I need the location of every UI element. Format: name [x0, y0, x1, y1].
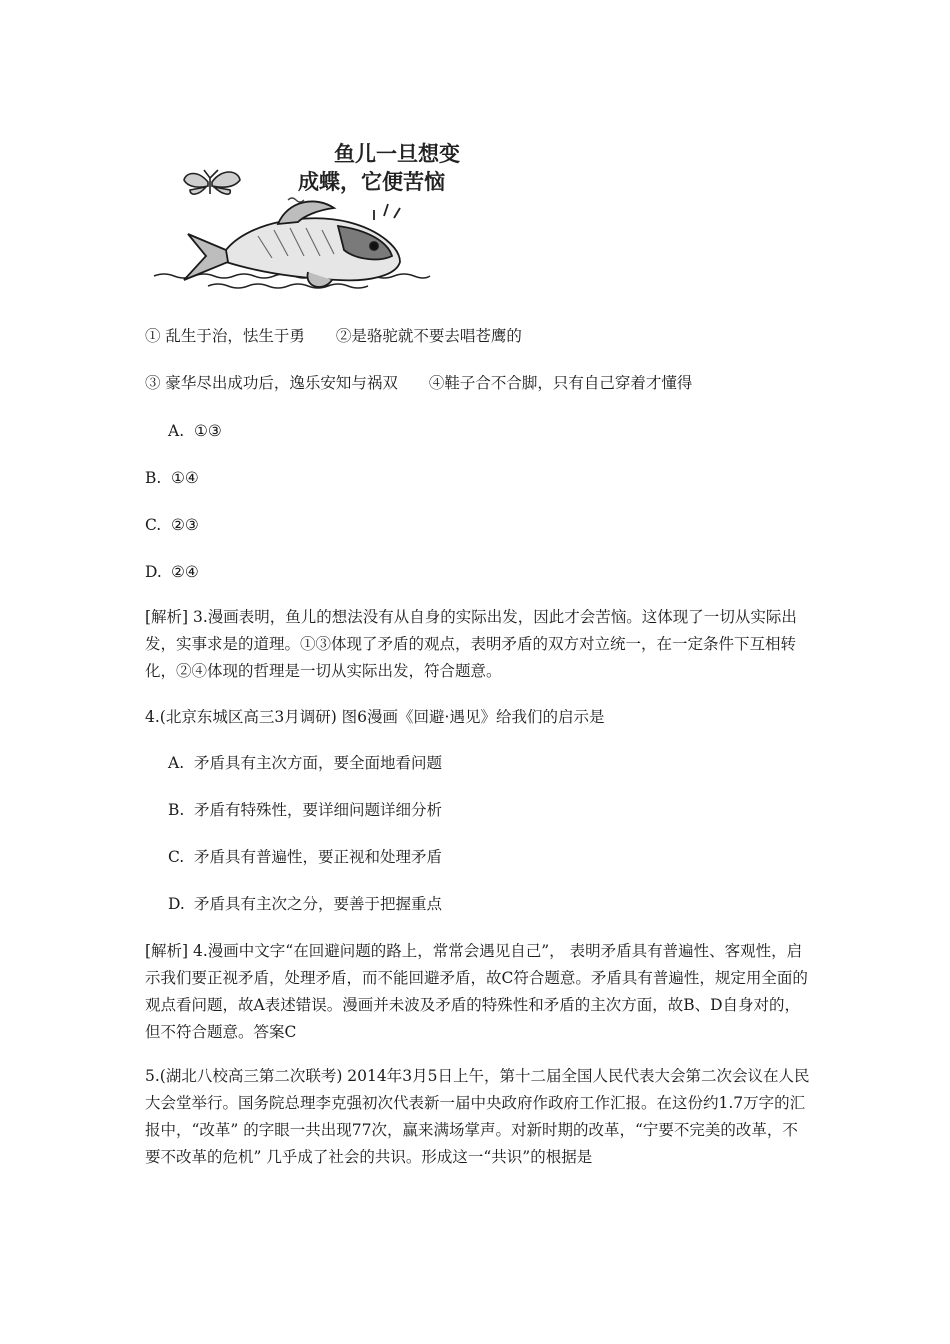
q4-option-b: [168, 798, 442, 822]
option-label: D.: [168, 895, 185, 913]
q4-stem: 4.(北京东城区高三3月调研) 图6漫画《回避·遇见》给我们的启示是: [145, 708, 605, 726]
option-text: ②③: [171, 516, 199, 534]
q4-option-d: [168, 892, 442, 916]
q3-analysis: [解析] 3.漫画表明，鱼儿的想法没有从自身的实际出发，因此才会苦恼。这体现了一切从实际出发，实事求是的道理。①③体现了矛盾的观点，表明矛盾的双方对立统一，在一定条件下互相转化，②④体现的哲理是一切从实际出发，符合题意。: [145, 608, 797, 680]
q4-analysis: [解析] 4.漫画中文字“在回避问题的路上，常常会遇见自己”， 表明矛盾具有普遍性、客观性，启示我们要正视矛盾，处理矛盾，而不能回避矛盾，故C符合题意。矛盾具有普遍性，规定用全面的观点看问题，故A表述错误。漫画并未波及矛盾的特殊性和矛盾的主次方面，故B、D自身对的，但不符合题意。答案C: [145, 942, 808, 1041]
q3-option-a: [168, 419, 222, 443]
option-label: C.: [168, 848, 185, 866]
q4-option-c: [168, 845, 442, 869]
option-label: A.: [168, 422, 185, 440]
option-label: B.: [168, 801, 185, 819]
option-text: ②④: [171, 563, 199, 581]
option-text: ①④: [171, 469, 199, 487]
q5-stem: 5.(湖北八校高三第二次联考) 2014年3月5日上午，第十二届全国人民代表大会第二次会议在人民大会堂举行。国务院总理李克强初次代表新一届中央政府作政府工作汇报。在这份约1.7万字的汇报中，“改革” 的字眼一共出现77次，赢来满场掌声。对新时期的改革，“宁要不完美的改革，不要不改革的危机” 几乎成了社会的共识。形成这一“共识”的根据是: [145, 1067, 810, 1166]
cartoon-caption-line1: 鱼儿一旦想变: [334, 142, 460, 166]
q3-option-b: [145, 466, 199, 490]
q3-items-line1: ① 乱生于治，怯生于勇 ②是骆驼就不要去唱苍鹰的: [145, 327, 522, 345]
q4-option-a: [168, 751, 442, 775]
q3-option-c: [145, 513, 199, 537]
fish-butterfly-cartoon: [148, 130, 478, 295]
option-text: 矛盾具有主次之分，要善于把握重点: [194, 895, 443, 913]
option-label: A.: [168, 754, 185, 772]
option-label: D.: [145, 563, 162, 581]
q3-items-line2: ③ 豪华尽出成功后，逸乐安知与祸双 ④鞋子合不合脚，只有自己穿着才懂得: [145, 374, 693, 392]
option-label: C.: [145, 516, 162, 534]
q3-option-d: [145, 560, 199, 584]
option-text: 矛盾具有普遍性，要正视和处理矛盾: [194, 848, 443, 866]
option-text: 矛盾有特殊性，要详细问题详细分析: [194, 801, 443, 819]
option-label: B.: [145, 469, 162, 487]
option-text: ①③: [194, 422, 222, 440]
cartoon-caption-line2: 成蝶，它便苦恼: [298, 170, 445, 194]
option-text: 矛盾具有主次方面，要全面地看问题: [194, 754, 443, 772]
